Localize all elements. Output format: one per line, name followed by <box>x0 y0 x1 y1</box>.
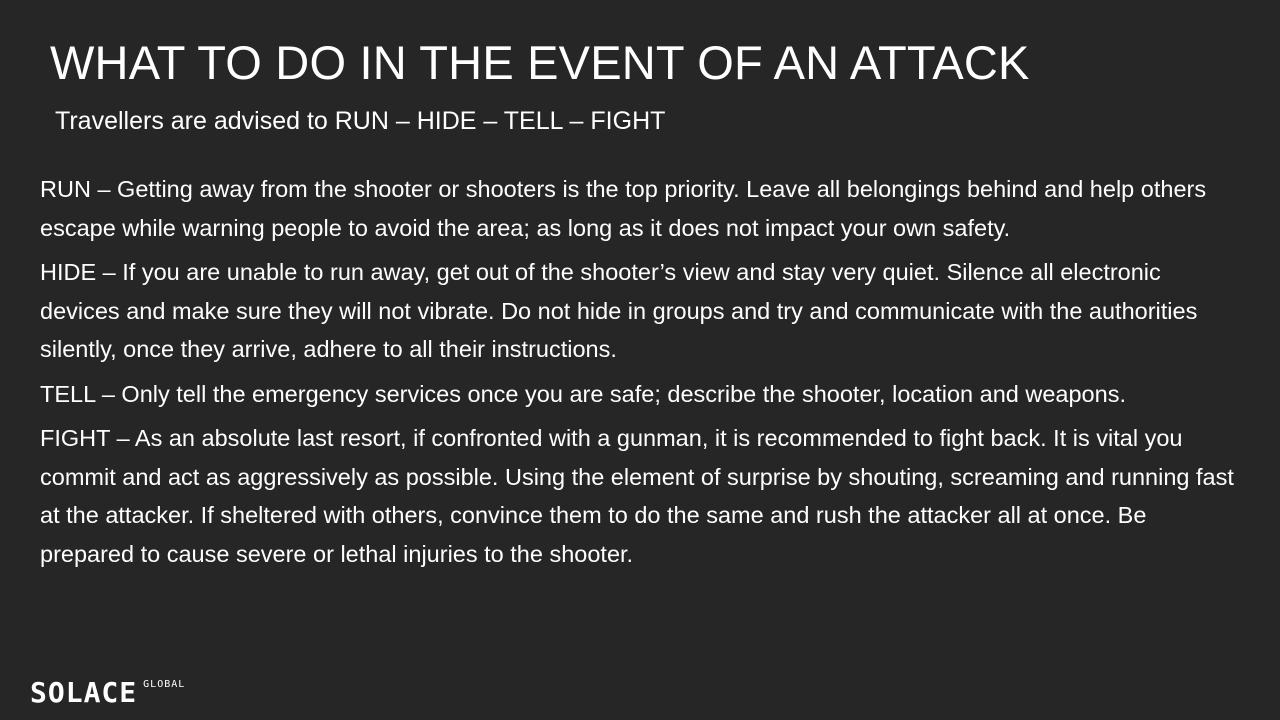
hide-paragraph: HIDE – If you are unable to run away, get out of the shooter’s view and stay very quiet. Silence all electronic devices and make sure they will not vibrate. Do not hide in groups and try and communicate with the authorities silently, once they arrive, adhere to all their instructions. <box>40 259 1198 362</box>
logo-wordmark: SOLACE <box>30 676 138 709</box>
solace-global-logo <box>30 676 185 712</box>
advice-body <box>40 170 1245 579</box>
tell-paragraph: TELL – Only tell the emergency services once you are safe; describe the shooter, location and weapons. <box>40 380 1126 407</box>
logo-subtext: GLOBAL <box>143 679 186 690</box>
fight-paragraph: FIGHT – As an absolute last resort, if confronted with a gunman, it is recommended to fight back. It is vital you commit and act as aggressively as possible. Using the element of surprise by shouting, screaming and running fast at the attacker. If sheltered with others, convince them to do the same and rush the attacker all at once. Be prepared to cause severe or lethal injuries to the shooter. <box>40 425 1234 567</box>
run-paragraph: RUN – Getting away from the shooter or shooters is the top priority. Leave all belongings behind and help others escape while warning people to avoid the area; as long as it does not impact your own safety. <box>40 176 1207 241</box>
slide-title: WHAT TO DO IN THE EVENT OF AN ATTACK <box>50 36 1030 89</box>
slide-subtitle: Travellers are advised to RUN – HIDE – TELL – FIGHT <box>55 107 666 135</box>
